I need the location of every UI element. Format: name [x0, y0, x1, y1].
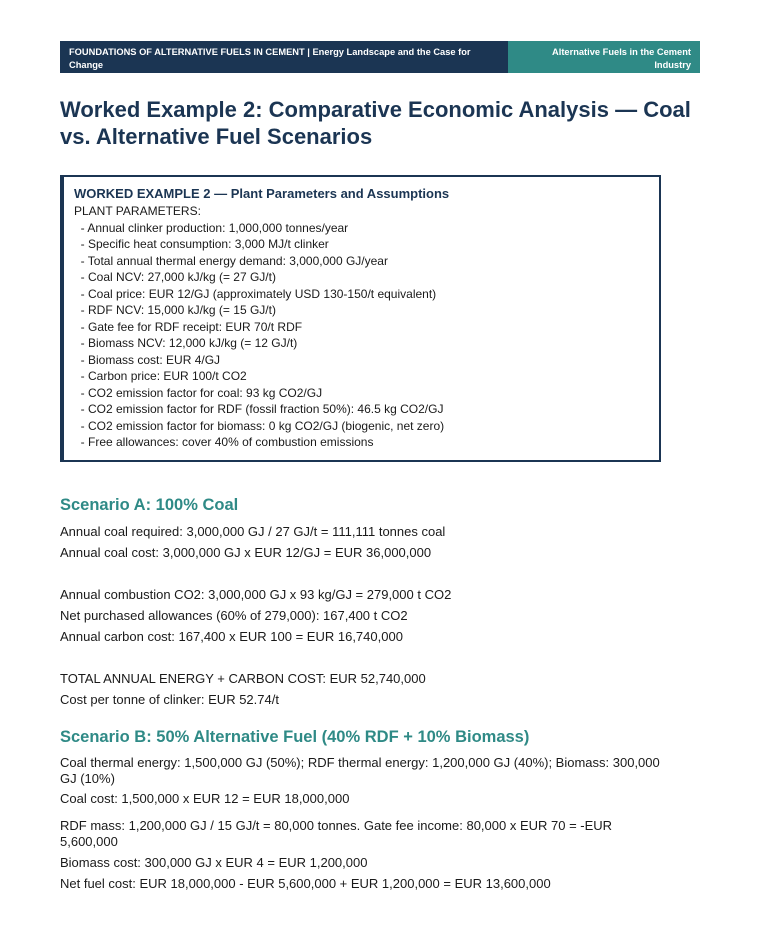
parameter-line: - CO2 emission factor for RDF (fossil fraction 50%): 46.5 kg CO2/GJ [74, 402, 444, 416]
scenario-a-line: Net purchased allowances (60% of 279,000): 167,400 t CO2 [60, 608, 408, 623]
header-document-title: Alternative Fuels in the Cement Industry [508, 41, 700, 73]
parameters-box-title: WORKED EXAMPLE 2 — Plant Parameters and Assumptions [74, 186, 450, 201]
parameter-line: - Specific heat consumption: 3,000 MJ/t clinker [74, 237, 329, 251]
parameter-line: - Gate fee for RDF receipt: EUR 70/t RDF [74, 319, 303, 334]
parameter-line: - Biomass NCV: 12,000 kJ/kg (= 12 GJ/t) [74, 336, 298, 350]
parameter-line: - Biomass cost: EUR 4/GJ [74, 352, 221, 367]
parameter-line: - RDF NCV: 15,000 kJ/kg (= 15 GJ/t) [74, 303, 276, 317]
scenario-b-heading: Scenario B: 50% Alternative Fuel (40% RDF + 10% Biomass) [60, 728, 530, 746]
scenario-a-line: Annual combustion CO2: 3,000,000 GJ x 93 kg/GJ = 279,000 t CO2 [60, 587, 452, 602]
parameters-box [60, 175, 661, 462]
parameter-line: - CO2 emission factor for coal: 93 kg CO2/GJ [74, 385, 323, 400]
scenario-b-line: Coal cost: 1,500,000 x EUR 12 = EUR 18,000,000 [60, 791, 350, 806]
scenario-a-total: TOTAL ANNUAL ENERGY + CARBON COST: EUR 52,740,000 [60, 671, 426, 686]
parameter-line: - Free allowances: cover 40% of combustion emissions [74, 435, 374, 449]
scenario-a-heading: Scenario A: 100% Coal [60, 496, 239, 514]
parameter-line: - Coal price: EUR 12/GJ (approximately USD 130-150/t equivalent) [74, 286, 437, 301]
scenario-b-line: Biomass cost: 300,000 GJ x EUR 4 = EUR 1,200,000 [60, 855, 368, 870]
page-title: Worked Example 2: Comparative Economic Analysis — Coal vs. Alternative Fuel Scenarios [60, 97, 691, 149]
scenario-a-line: Annual coal required: 3,000,000 GJ / 27 GJ/t = 111,111 tonnes coal [60, 524, 446, 539]
parameter-line: - Carbon price: EUR 100/t CO2 [74, 369, 247, 383]
parameter-line: - Total annual thermal energy demand: 3,000,000 GJ/year [74, 253, 388, 268]
header-section-title: FOUNDATIONS OF ALTERNATIVE FUELS IN CEMENT | Energy Landscape and the Case for Change [60, 41, 508, 73]
scenario-b-line: Net fuel cost: EUR 18,000,000 - EUR 5,600,000 + EUR 1,200,000 = EUR 13,600,000 [60, 876, 551, 891]
parameter-line: PLANT PARAMETERS: [74, 204, 201, 218]
scenario-a-line: Annual coal cost: 3,000,000 GJ x EUR 12/GJ = EUR 36,000,000 [60, 545, 432, 560]
scenario-b-line: RDF mass: 1,200,000 GJ / 15 GJ/t = 80,000 tonnes. Gate fee income: 80,000 x EUR 70 = -EUR 5,600,000 [60, 818, 613, 849]
scenario-a-line: Cost per tonne of clinker: EUR 52.74/t [60, 692, 279, 707]
scenario-b-line: Coal thermal energy: 1,500,000 GJ (50%); RDF thermal energy: 1,200,000 GJ (40%); Biomass: 300,000 GJ (10%) [60, 755, 660, 786]
parameter-line: - CO2 emission factor for biomass: 0 kg CO2/GJ (biogenic, net zero) [74, 418, 445, 433]
parameter-line: - Annual clinker production: 1,000,000 tonnes/year [74, 220, 349, 235]
scenario-a-line: Annual carbon cost: 167,400 x EUR 100 = EUR 16,740,000 [60, 629, 403, 644]
parameter-line: - Coal NCV: 27,000 kJ/kg (= 27 GJ/t) [74, 270, 276, 284]
running-header [60, 41, 700, 73]
